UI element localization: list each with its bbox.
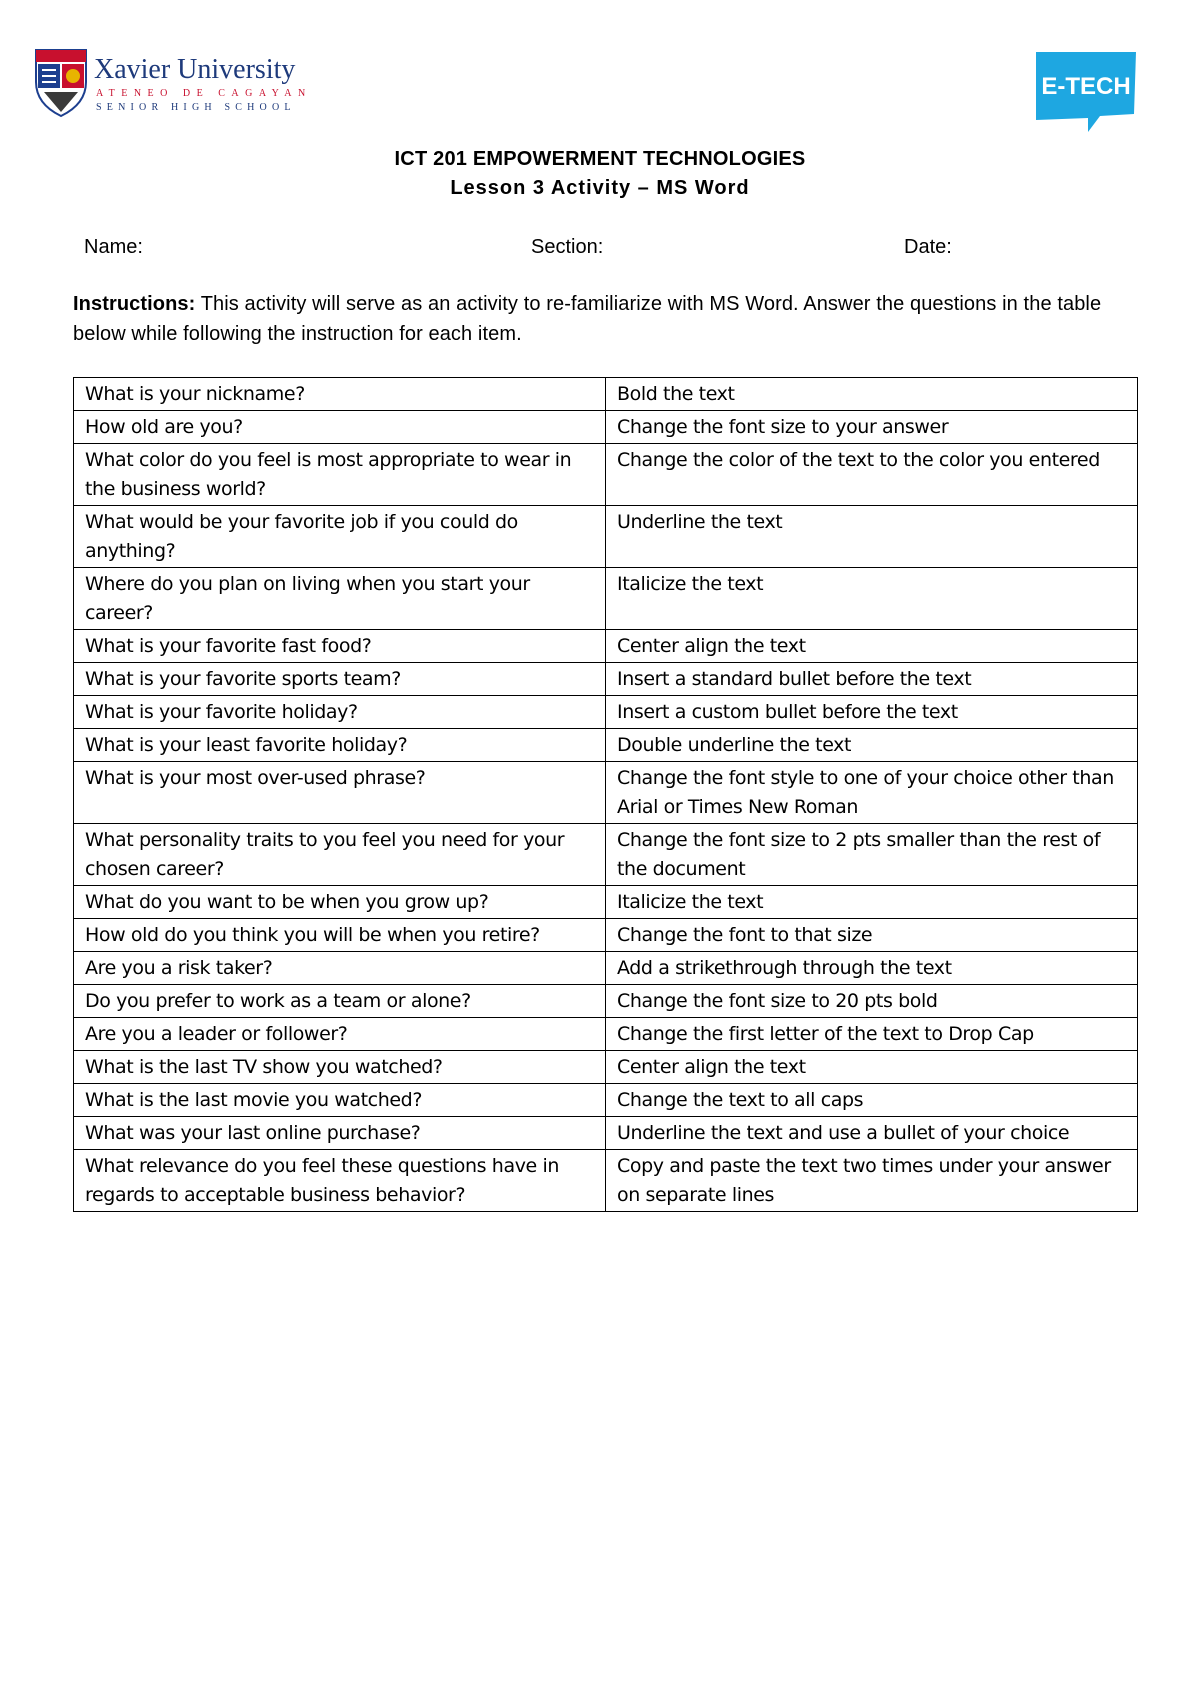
question-cell: What is your favorite holiday?	[74, 696, 606, 729]
table-row	[74, 630, 1138, 663]
instruction-cell: Change the text to all caps	[606, 1084, 1138, 1117]
instruction-cell: Center align the text	[606, 1051, 1138, 1084]
table-row	[74, 663, 1138, 696]
instruction-cell: Underline the text	[606, 506, 1138, 568]
svg-text:ATENEO DE CAGAYAN: ATENEO DE CAGAYAN	[96, 88, 312, 99]
table-row	[74, 411, 1138, 444]
question-cell: What is your least favorite holiday?	[74, 729, 606, 762]
instruction-cell: Center align the text	[606, 630, 1138, 663]
question-cell: What is your nickname?	[74, 378, 606, 411]
instructions-paragraph	[73, 289, 1135, 349]
speech-bubble-icon	[1034, 48, 1140, 134]
table-row	[74, 985, 1138, 1018]
table-row	[74, 506, 1138, 568]
instruction-cell: Change the first letter of the text to Drop Cap	[606, 1018, 1138, 1051]
table-row	[74, 919, 1138, 952]
etech-logo	[1034, 48, 1140, 134]
question-cell: How old are you?	[74, 411, 606, 444]
table-row	[74, 1117, 1138, 1150]
question-cell: What was your last online purchase?	[74, 1117, 606, 1150]
table-row	[74, 762, 1138, 824]
question-cell: Do you prefer to work as a team or alone?	[74, 985, 606, 1018]
question-cell: Are you a leader or follower?	[74, 1018, 606, 1051]
svg-text:E-TECH: E-TECH	[1041, 73, 1131, 100]
table-row	[74, 1018, 1138, 1051]
instruction-cell: Change the color of the text to the color you entered	[606, 444, 1138, 506]
question-cell: What is your favorite fast food?	[74, 630, 606, 663]
instruction-cell: Insert a custom bullet before the text	[606, 696, 1138, 729]
table-row	[74, 1150, 1138, 1212]
table-row	[74, 1084, 1138, 1117]
instruction-cell: Add a strikethrough through the text	[606, 952, 1138, 985]
table-row	[74, 1051, 1138, 1084]
instruction-cell: Change the font size to 20 pts bold	[606, 985, 1138, 1018]
instructions-text: This activity will serve as an activity to re-familiarize with MS Word. Answer the questions in the table below while following the instruction for each item.	[73, 293, 1102, 345]
section-label: Section:	[531, 236, 604, 258]
document-title: ICT 201 EMPOWERMENT TECHNOLOGIES	[394, 148, 806, 170]
document-subtitle: Lesson 3 Activity – MS Word	[450, 177, 750, 199]
svg-text:SENIOR HIGH SCHOOL: SENIOR HIGH SCHOOL	[96, 102, 296, 113]
svg-text:Xavier University: Xavier University	[94, 54, 296, 85]
table-row	[74, 886, 1138, 919]
question-cell: What is the last TV show you watched?	[74, 1051, 606, 1084]
question-cell: What relevance do you feel these questions have in regards to acceptable business behavior?	[74, 1150, 606, 1212]
name-label: Name:	[84, 236, 143, 258]
table-row	[74, 729, 1138, 762]
question-cell: What color do you feel is most appropriate to wear in the business world?	[74, 444, 606, 506]
instruction-cell: Change the font size to your answer	[606, 411, 1138, 444]
question-cell: What is your favorite sports team?	[74, 663, 606, 696]
instruction-cell: Change the font size to 2 pts smaller than the rest of the document	[606, 824, 1138, 886]
instruction-cell: Insert a standard bullet before the text	[606, 663, 1138, 696]
question-cell: Are you a risk taker?	[74, 952, 606, 985]
instruction-cell: Change the font style to one of your choice other than Arial or Times New Roman	[606, 762, 1138, 824]
instruction-cell: Bold the text	[606, 378, 1138, 411]
table-row	[74, 568, 1138, 630]
question-cell: What is your most over-used phrase?	[74, 762, 606, 824]
question-cell: What personality traits to you feel you need for your chosen career?	[74, 824, 606, 886]
table-row	[74, 444, 1138, 506]
instruction-cell: Underline the text and use a bullet of your choice	[606, 1117, 1138, 1150]
instruction-cell: Copy and paste the text two times under your answer on separate lines	[606, 1150, 1138, 1212]
question-cell: How old do you think you will be when you retire?	[74, 919, 606, 952]
instruction-cell: Italicize the text	[606, 886, 1138, 919]
table-row	[74, 696, 1138, 729]
table-row	[74, 378, 1138, 411]
instruction-cell: Italicize the text	[606, 568, 1138, 630]
table-row	[74, 824, 1138, 886]
instruction-cell: Double underline the text	[606, 729, 1138, 762]
instructions-label: Instructions:	[73, 293, 196, 315]
table-row	[74, 952, 1138, 985]
question-cell: Where do you plan on living when you start your career?	[74, 568, 606, 630]
question-cell: What do you want to be when you grow up?	[74, 886, 606, 919]
instruction-cell: Change the font to that size	[606, 919, 1138, 952]
question-cell: What would be your favorite job if you could do anything?	[74, 506, 606, 568]
date-label: Date:	[904, 236, 952, 258]
xavier-university-logo	[34, 48, 314, 120]
school-crest-icon	[34, 48, 314, 120]
question-cell: What is the last movie you watched?	[74, 1084, 606, 1117]
activity-table	[73, 377, 1138, 1212]
